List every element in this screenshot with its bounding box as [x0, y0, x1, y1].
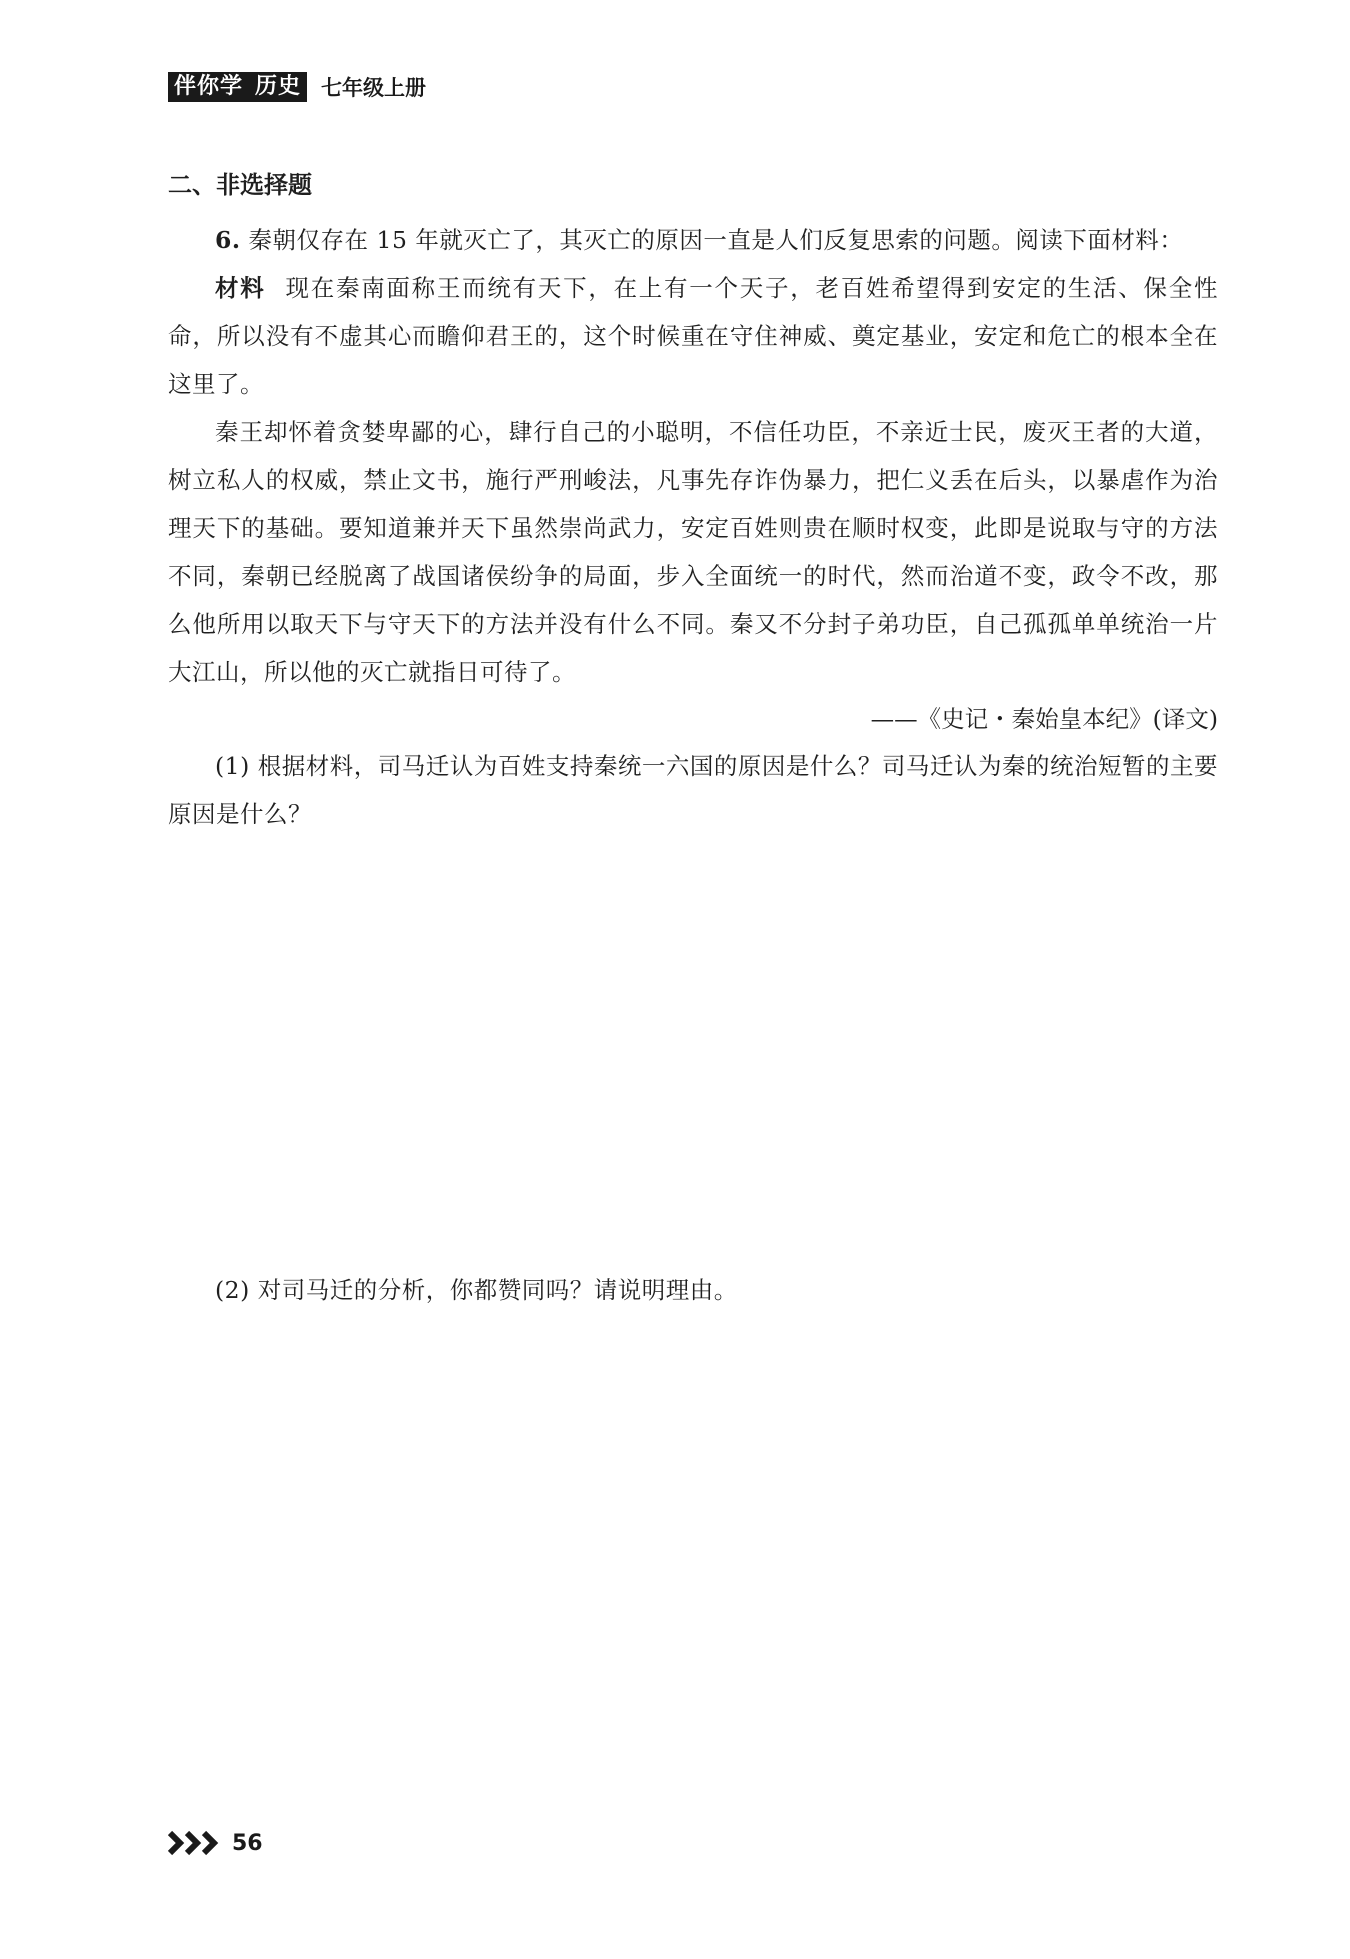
page-number: 56	[232, 1830, 263, 1856]
material-paragraph-2: 秦王却怀着贪婪卑鄙的心，肆行自己的小聪明，不信任功臣，不亲近士民，废灭王者的大道，树立私人的权威，禁止文书，施行严刑峻法，凡事先存诈伪暴力，把仁义丢在后头，以暴虐作为治理天下的基础。要知道兼并天下虽然崇尚武力，安定百姓则贵在顺时权变，此即是说取与守的方法不同，秦朝已经脱离了战国诸侯纷争的局面，步入全面统一的时代，然而治道不变，政令不改，那么他所用以取天下与守天下的方法并没有什么不同。秦又不分封子弟功臣，自己孤孤单单统治一片大江山，所以他的灭亡就指日可待了。	[168, 418, 1218, 686]
triple-chevron-right-icon	[168, 1830, 228, 1856]
material-source: ——《史记・秦始皇本纪》(译文)	[870, 705, 1218, 733]
subject-name: 历史	[255, 74, 302, 99]
series-name: 伴你学	[174, 74, 244, 99]
question-stem-text: 秦朝仅存在 15 年就灭亡了，其灭亡的原因一直是人们反复思索的问题。阅读下面材料：	[248, 226, 1184, 254]
question-stem	[168, 216, 1218, 264]
section-title: 二、非选择题	[168, 171, 312, 199]
sub-question-2-block	[168, 1266, 1218, 1314]
sub-question-1: (1) 根据材料，司马迁认为百姓支持秦统一六国的原因是什么？司马迁认为秦的统治短暂的主要原因是什么？	[168, 752, 1218, 828]
question-content	[168, 165, 1218, 838]
page-header	[168, 72, 426, 102]
page-footer	[168, 1830, 263, 1856]
sub-question-2: (2) 对司马迁的分析，你都赞同吗？请说明理由。	[215, 1276, 738, 1304]
book-series-badge	[168, 72, 307, 102]
material-label: 材料	[215, 274, 266, 302]
material-text-1: 现在秦南面称王而统有天下，在上有一个天子，老百姓希望得到安定的生活、保全性命，所以没有不虚其心而瞻仰君王的，这个时候重在守住神威、奠定基业，安定和危亡的根本全在这里了。	[168, 274, 1219, 398]
material-paragraph-1	[168, 264, 1218, 408]
grade-label: 七年级上册	[321, 76, 427, 100]
question-number: 6.	[215, 226, 241, 254]
